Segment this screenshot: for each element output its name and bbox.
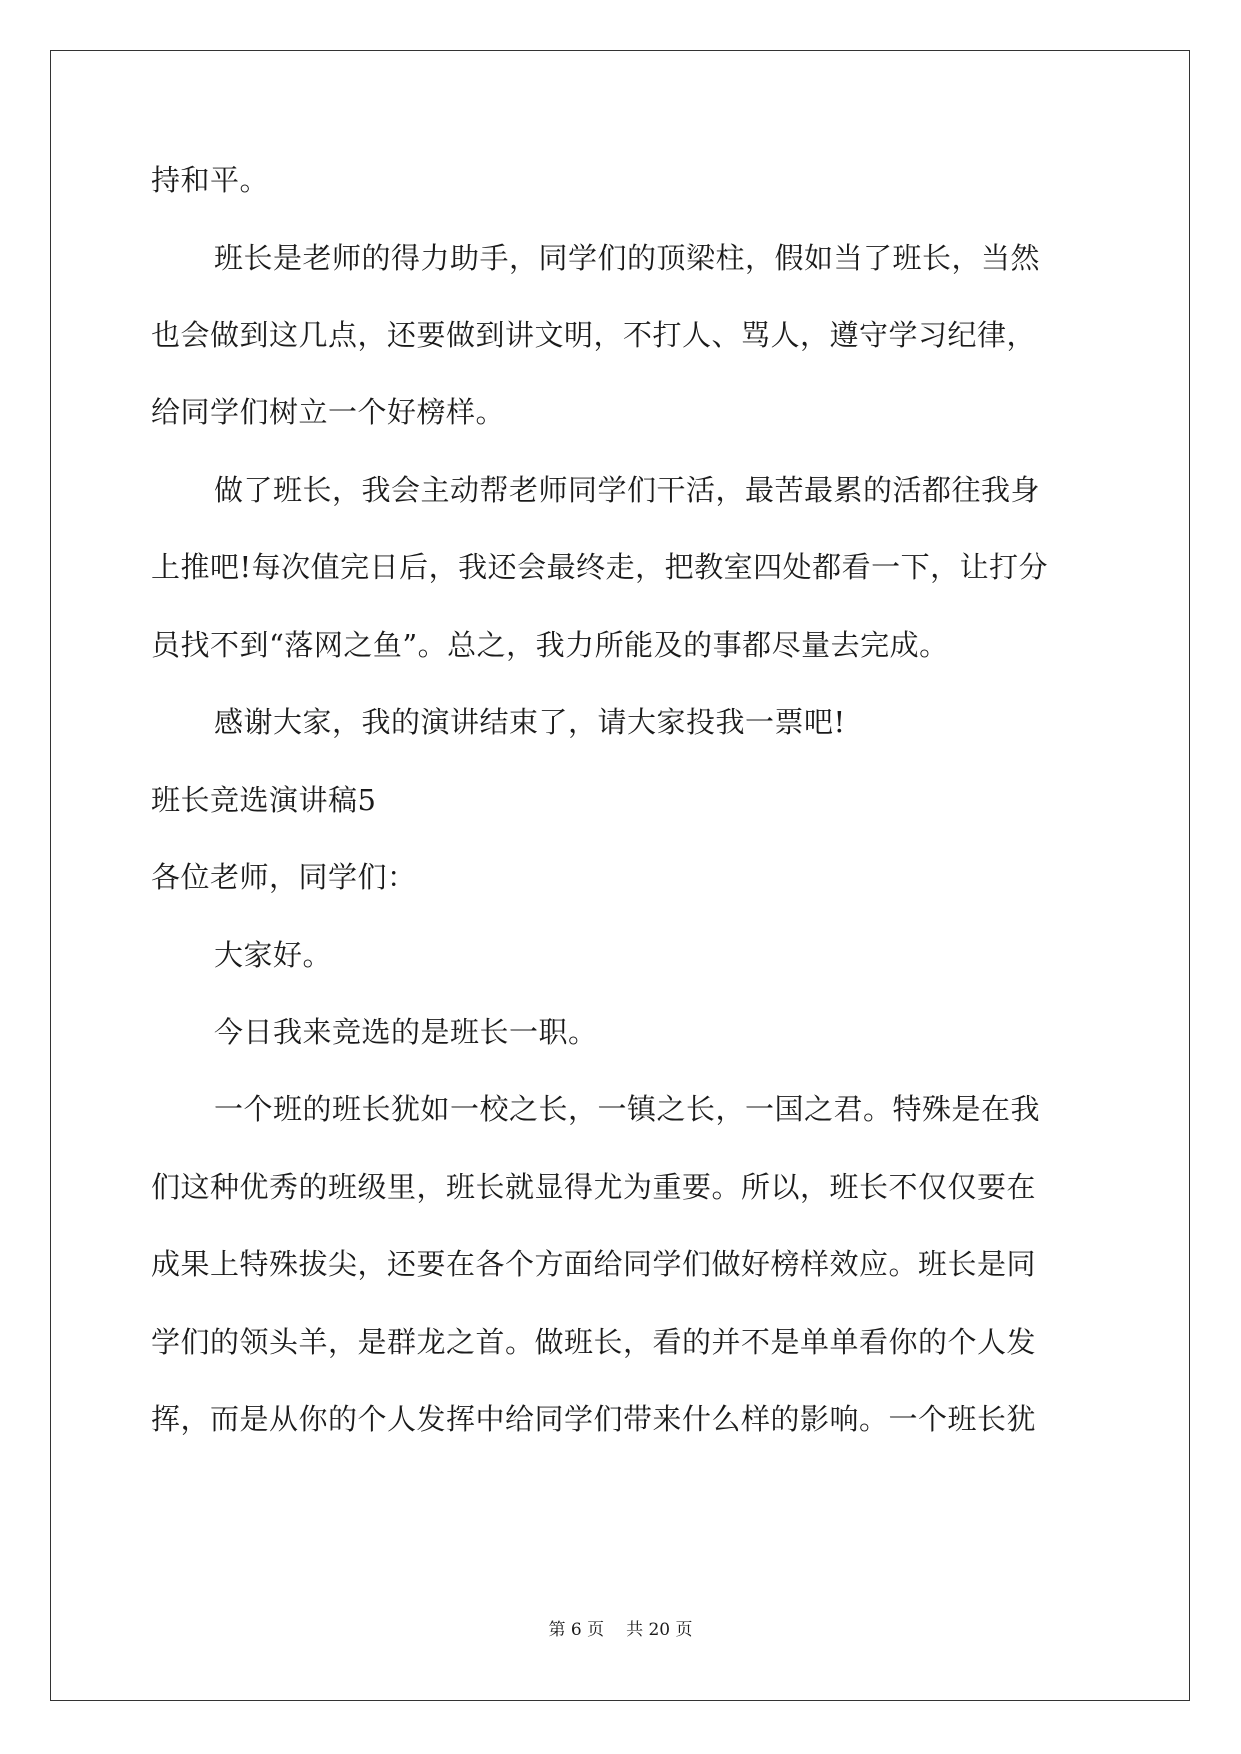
- text-line: 做了班长，我会主动帮老师同学们干活，最苦最累的活都往我身: [214, 473, 1041, 507]
- text-line: 一个班的班长犹如一校之长，一镇之长，一国之君。特殊是在我: [214, 1092, 1041, 1126]
- text-line: 感谢大家，我的演讲结束了，请大家投我一票吧!: [214, 705, 846, 739]
- page-number: 第 6 页: [548, 1620, 605, 1640]
- text-line: 给同学们树立一个好榜样。: [151, 395, 506, 429]
- text-line: 班长是老师的得力助手，同学们的顶梁柱，假如当了班长，当然: [214, 241, 1041, 275]
- text-line: 学们的领头羊，是群龙之首。做班长，看的并不是单单看你的个人发: [151, 1325, 1037, 1359]
- text-line: 今日我来竞选的是班长一职。: [214, 1015, 598, 1049]
- text-line: 员找不到“落网之鱼”。总之，我力所能及的事都尽量去完成。: [151, 628, 949, 662]
- page-footer: [0, 1618, 1241, 1642]
- salutation: 各位老师，同学们：: [151, 860, 417, 894]
- page-total: 共 20 页: [626, 1620, 693, 1640]
- text-line: 成果上特殊拔尖，还要在各个方面给同学们做好榜样效应。班长是同: [151, 1247, 1037, 1281]
- text-line: 上推吧!每次值完日后，我还会最终走，把教室四处都看一下，让打分: [151, 550, 1049, 584]
- text-line: 挥，而是从你的个人发挥中给同学们带来什么样的影响。一个班长犹: [151, 1402, 1037, 1436]
- text-line: 持和平。: [151, 163, 270, 197]
- text-line: 也会做到这几点，还要做到讲文明，不打人、骂人，遵守学习纪律，: [151, 318, 1037, 352]
- text-line: 们这种优秀的班级里，班长就显得尤为重要。所以，班长不仅仅要在: [151, 1170, 1037, 1204]
- text-line: 大家好。: [214, 938, 333, 972]
- section-heading: 班长竞选演讲稿5: [151, 783, 377, 817]
